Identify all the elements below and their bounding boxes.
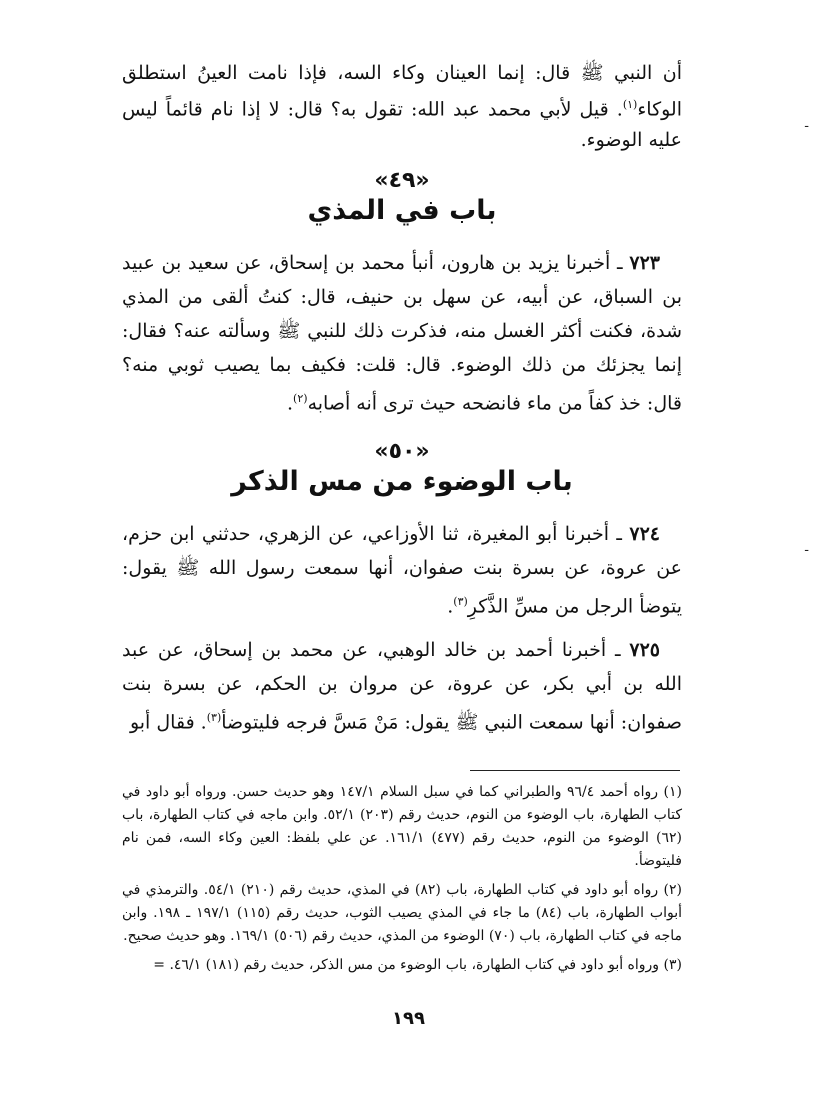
footnote-1 bbox=[122, 781, 682, 873]
hadith-725-text: ـ أخبرنا أحمد بن خالد الوهبي، عن محمد بن إسحاق، عن عبد الله بن أبي بكر، عن عروة، عن مروان بن الحكم، عن بسرة بنت صفوان: أنها سمعت النبي ﷺ يقول: مَنْ مَسَّ فرجه فليتوضأ bbox=[122, 638, 682, 734]
margin-mark-middle: - bbox=[804, 542, 809, 558]
page-number: ١٩٩ bbox=[392, 1008, 425, 1029]
intro-line-1: أن النبي ﷺ قال: إنما العينان وكاء السه، فإذا نامت العينُ استطلق الوكاء bbox=[122, 62, 682, 121]
section-49-number: «٤٩» bbox=[374, 168, 430, 194]
footnote-2-text: رواه أبو داود في كتاب الطهارة، باب (٨٢) في المذي، حديث رقم (٢١٠) ٥٤/١. والترمذي في أبواب الطهارة، باب (٨٤) ما جاء في المذي يصيب الثوب، حديث رقم (١١٥) ١٩٧/١ ـ ١٩٨. وابن ماجه في كتاب الطهارة، باب (٧٠) الوضوء من المذي، حديث رقم (٥٠٦) ١٦٩/١. وهو حديث صحيح. bbox=[122, 882, 682, 944]
section-50-title: باب الوضوء من مس الذكر bbox=[231, 465, 573, 497]
page-body bbox=[122, 58, 682, 749]
intro-paragraph bbox=[122, 58, 682, 156]
footnote-ref-2: (٢) bbox=[293, 392, 308, 406]
margin-mark-top: - bbox=[804, 118, 809, 134]
hadith-725-number: ٧٢٥ bbox=[629, 638, 660, 661]
footnote-2 bbox=[122, 879, 682, 948]
footnote-ref-1: (١) bbox=[622, 98, 638, 111]
hadith-723-end: . bbox=[287, 392, 294, 415]
footnote-2-label: (٢) bbox=[663, 882, 683, 898]
hadith-724-number: ٧٢٤ bbox=[629, 522, 660, 545]
footnote-3-label: (٣) bbox=[663, 957, 682, 973]
section-49-title: باب في المذي bbox=[307, 195, 497, 227]
footnotes bbox=[122, 781, 682, 983]
footnote-divider bbox=[470, 770, 680, 771]
intro-line-2: قيل لأبي محمد عبد الله: تقول به؟ قال: لا إذا نام قائماً ليس عليه الوضوء. bbox=[122, 98, 682, 152]
hadith-724-end: . bbox=[447, 594, 454, 617]
hadith-723-number: ٧٢٣ bbox=[629, 252, 660, 275]
hadith-724-text: ـ أخبرنا أبو المغيرة، ثنا الأوزاعي، عن الزهري، حدثني ابن حزم، عن عروة، عن بسرة بنت صفوان، أنها سمعت رسول الله ﷺ يقول: يتوضأ الرجل من مسِّ الذَّكرِ bbox=[122, 522, 682, 617]
hadith-723-text: ـ أخبرنا يزيد بن هارون، أنبأ محمد بن إسحاق، عن سعيد بن عبيد بن السباق، عن أبيه، عن سهل بن حنيف، قال: كنتُ ألقى من المذي شدة، فكنت أكثر الغسل منه، فذكرت ذلك للنبي ﷺ وسألته عنه؟ فقال: إنما يجزئك من ذلك الوضوء. قال: قلت: فكيف بما يصيب ثوبي منه؟ قال: خذ كفاً من ماء فانضحه حيث ترى أنه أصابه bbox=[122, 252, 682, 415]
hadith-725 bbox=[122, 633, 682, 739]
footnote-ref-3b: (٣) bbox=[206, 710, 222, 724]
footnote-3 bbox=[122, 954, 682, 977]
hadith-724 bbox=[122, 517, 682, 623]
footnote-ref-3: (٣) bbox=[453, 594, 468, 608]
hadith-725-end: . فقال أبو bbox=[129, 711, 207, 734]
hadith-723 bbox=[122, 246, 682, 420]
section-50-number: «٥٠» bbox=[374, 438, 430, 464]
footnote-1-text: رواه أحمد ٩٦/٤ والطبراني كما في سبل السلام ١٤٧/١ وهو حديث حسن. ورواه أبو داود في كتاب الطهارة، باب الوضوء من النوم، حديث رقم (٢٠٣) ٥٢/١. وابن ماجه في كتاب الطهارة، باب (٦٢) الوضوء من النوم، حديث رقم (٤٧٧) ١٦١/١. عن علي بلفظ: العين وكاء السه، فمن نام فليتوضأ. bbox=[122, 784, 682, 869]
intro-line-1-end: . bbox=[616, 98, 623, 121]
footnote-3-text: ورواه أبو داود في كتاب الطهارة، باب الوضوء من مس الذكر، حديث رقم (١٨١) ٤٦/١. = bbox=[153, 957, 660, 973]
footnote-1-label: (١) bbox=[663, 784, 682, 800]
